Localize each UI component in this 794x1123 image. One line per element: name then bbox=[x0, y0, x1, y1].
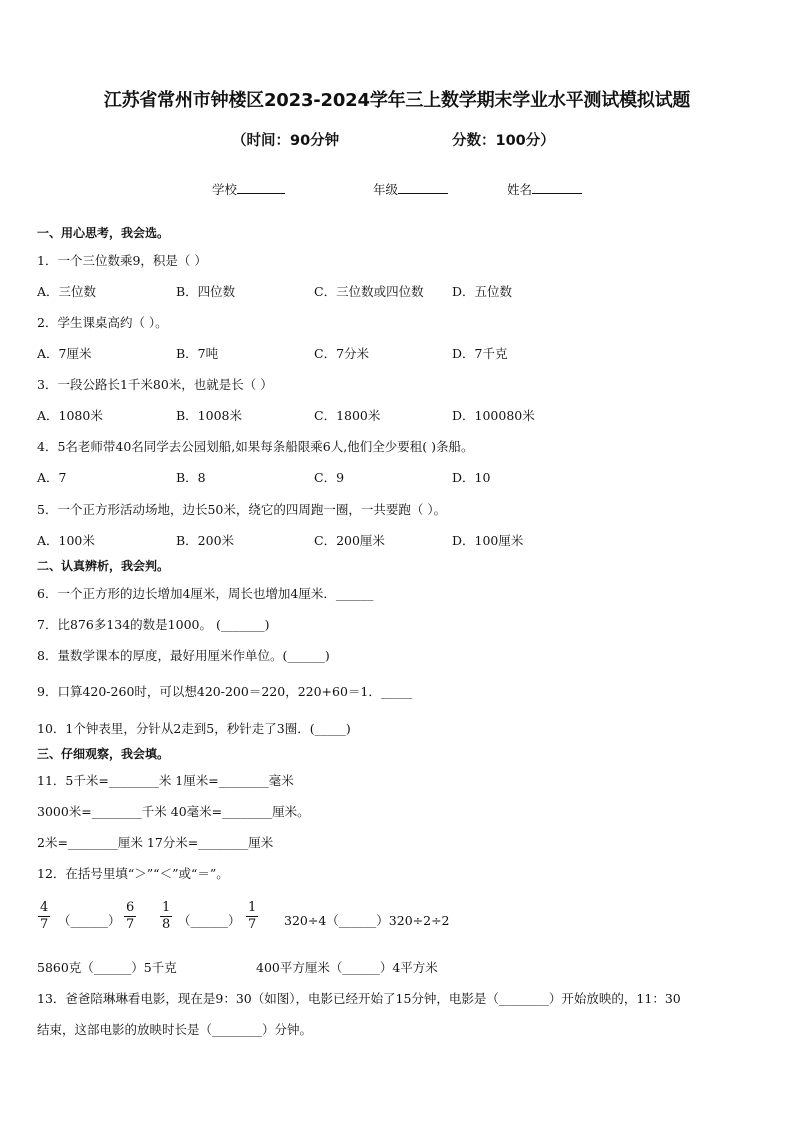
compare-weight[interactable]: 5860克（______）5千克 bbox=[37, 960, 177, 975]
grade-field[interactable] bbox=[373, 180, 448, 198]
numerator: 1 bbox=[248, 900, 257, 915]
fraction bbox=[38, 900, 50, 933]
judge-item[interactable]: 7．比876多134的数是1000。 (_______) bbox=[37, 617, 270, 632]
option-c[interactable]: C．三位数或四位数 bbox=[314, 284, 424, 299]
option-a[interactable]: A．三位数 bbox=[37, 284, 97, 299]
compare-blank[interactable]: （______） bbox=[58, 913, 121, 928]
question-stem: 12．在括号里填“＞”“＜”或“＝”。 bbox=[37, 866, 229, 881]
judge-item[interactable]: 6．一个正方形的边长增加4厘米，周长也增加4厘米．______ bbox=[37, 586, 374, 601]
denominator: 7 bbox=[40, 917, 49, 932]
denominator: 7 bbox=[126, 917, 135, 932]
fraction bbox=[160, 900, 172, 933]
numerator: 6 bbox=[126, 900, 135, 915]
numerator: 4 bbox=[40, 900, 49, 915]
denominator: 7 bbox=[248, 917, 257, 932]
grade-blank[interactable] bbox=[398, 181, 448, 194]
question-stem: 1．一个三位数乘9，积是（ ） bbox=[37, 253, 207, 268]
question-stem: 5．一个正方形活动场地，边长50米，绕它的四周跑一圈，一共要跑（ ）。 bbox=[37, 502, 447, 517]
option-c[interactable]: C．9 bbox=[314, 470, 345, 485]
fill-line[interactable]: 2米=________厘米 17分米=________厘米 bbox=[37, 835, 274, 850]
question-stem: 2．学生课桌高约（ ）。 bbox=[37, 315, 168, 330]
compare-320[interactable]: 320÷4（______）320÷2÷2 bbox=[284, 913, 450, 928]
section3-heading: 三、仔细观察，我会填。 bbox=[37, 747, 170, 761]
fraction bbox=[246, 900, 258, 933]
name-label: 姓名 bbox=[507, 182, 533, 197]
option-b[interactable]: B．四位数 bbox=[176, 284, 236, 299]
option-d[interactable]: D．100厘米 bbox=[452, 533, 524, 548]
judge-item[interactable]: 8．量数学课本的厚度，最好用厘米作单位。(______) bbox=[37, 648, 330, 663]
question-13-line2[interactable]: 结束，这部电影的放映时长是（________）分钟。 bbox=[37, 1022, 313, 1037]
option-b[interactable]: B．1008米 bbox=[176, 408, 242, 423]
option-c[interactable]: C．1800米 bbox=[314, 408, 381, 423]
grade-label: 年级 bbox=[373, 182, 399, 197]
option-b[interactable]: B．7吨 bbox=[176, 346, 219, 361]
option-d[interactable]: D．五位数 bbox=[452, 284, 513, 299]
fill-line[interactable]: 3000米=________千米 40毫米=________厘米。 bbox=[37, 804, 310, 819]
section1-heading: 一、用心思考，我会选。 bbox=[37, 226, 170, 240]
compare-area[interactable]: 400平方厘米（______）4平方米 bbox=[256, 960, 438, 975]
judge-item[interactable]: 9．口算420-260时，可以想420-200＝220，220+60＝1．_____ bbox=[37, 684, 413, 699]
option-d[interactable]: D．10 bbox=[452, 470, 491, 485]
total-score: 分数：100分） bbox=[452, 133, 555, 149]
option-c[interactable]: C．7分米 bbox=[314, 346, 370, 361]
denominator: 8 bbox=[162, 917, 171, 932]
name-blank[interactable] bbox=[532, 181, 582, 194]
fill-line[interactable]: 11．5千米=________米 1厘米=________毫米 bbox=[37, 773, 294, 788]
section2-heading: 二、认真辨析，我会判。 bbox=[37, 559, 170, 573]
question-stem: 3．一段公路长1千米80米，也就是长（ ） bbox=[37, 377, 273, 392]
option-a[interactable]: A．7厘米 bbox=[37, 346, 92, 361]
page-title: 江苏省常州市钟楼区2023-2024学年三上数学期末学业水平测试模拟试题 bbox=[103, 90, 691, 111]
fraction bbox=[124, 900, 136, 933]
question-13-line1[interactable]: 13．爸爸陪琳琳看电影，现在是9：30（如图），电影已经开始了15分钟，电影是（________）开始放映的，11：30 bbox=[37, 991, 681, 1006]
option-a[interactable]: A．1080米 bbox=[37, 408, 103, 423]
name-field[interactable] bbox=[507, 180, 582, 198]
numerator: 1 bbox=[162, 900, 171, 915]
judge-item[interactable]: 10．1个钟表里，分针从2走到5，秒针走了3圈．(_____) bbox=[37, 721, 351, 736]
compare-blank[interactable]: （______） bbox=[178, 913, 241, 928]
school-blank[interactable] bbox=[237, 181, 285, 194]
option-b[interactable]: B．8 bbox=[176, 470, 206, 485]
question-stem: 4．5名老师带40名同学去公园划船,如果每条船限乘6人,他们全少要租( )条船。 bbox=[37, 439, 474, 454]
option-d[interactable]: D．100080米 bbox=[452, 408, 535, 423]
school-label: 学校 bbox=[212, 182, 238, 197]
option-b[interactable]: B．200米 bbox=[176, 533, 235, 548]
option-d[interactable]: D．7千克 bbox=[452, 346, 508, 361]
option-c[interactable]: C．200厘米 bbox=[314, 533, 385, 548]
option-a[interactable]: A．7 bbox=[37, 470, 67, 485]
option-a[interactable]: A．100米 bbox=[37, 533, 95, 548]
time-limit: （时间：90分钟 bbox=[232, 133, 340, 149]
school-field[interactable] bbox=[212, 180, 285, 198]
